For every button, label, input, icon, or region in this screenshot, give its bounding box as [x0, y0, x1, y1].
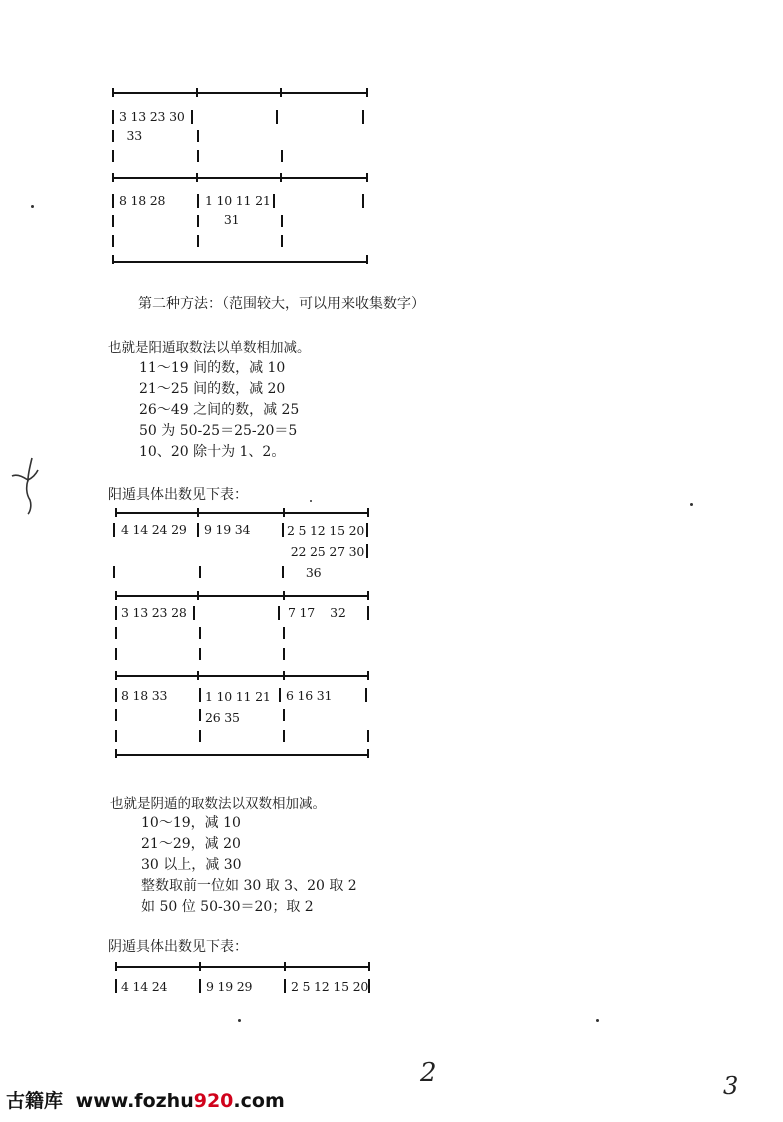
grid-cell: 7 17 32	[288, 605, 346, 620]
grid-bar	[284, 979, 286, 993]
url-prefix[interactable]: www.fozhu	[75, 1090, 194, 1112]
grid-cell: 8 18 33	[121, 688, 168, 703]
grid-cell: 3 13 23 30 33	[119, 109, 185, 143]
rule-line: 26～49 之间的数，减 25	[139, 402, 300, 418]
grid-bar	[199, 979, 201, 993]
url-suffix[interactable]: .com	[233, 1090, 285, 1112]
grid-cell: 9 19 34	[204, 522, 251, 537]
method-title: 第二种方法：（范围较大，可以用来收集数字）	[138, 296, 425, 312]
grid-bar	[368, 979, 370, 993]
rule-line: 50 为 50-25＝25-20＝5	[139, 423, 298, 439]
margin-squiggle-icon	[8, 456, 42, 516]
speck	[310, 500, 312, 502]
grid-cell: 1 10 11 21 31	[205, 193, 271, 227]
rule-line: 10、20 除十为 1、2。	[139, 444, 286, 460]
handwritten-page-number: 3	[723, 1072, 739, 1100]
grid-cell: 2 5 12 15 20 22 25 27 30 36	[287, 523, 365, 580]
grid-cell: 8 18 28	[119, 193, 166, 208]
rule-line: 21～25 间的数，减 20	[139, 381, 286, 397]
rule-line: 整数取前一位如 30 取 3、20 取 2	[141, 878, 357, 894]
grid-tick	[115, 962, 117, 971]
grid-tick	[199, 962, 201, 971]
grid-cell: 6 16 31	[286, 688, 333, 703]
yin-intro: 也就是阴遁的取数法以双数相加减。	[110, 796, 326, 812]
yang-heading: 阳遁具体出数见下表：	[108, 487, 248, 503]
grid-cell: 3 13 23 28	[121, 605, 187, 620]
grid-tick	[368, 962, 370, 971]
speck	[596, 1019, 599, 1022]
speck	[31, 205, 34, 208]
grid-bar	[115, 979, 117, 993]
site-footer[interactable]	[6, 1086, 285, 1113]
method-intro: 也就是阳遁取数法以单数相加减。	[108, 340, 311, 356]
rule-line: 10～19，减 10	[141, 815, 241, 831]
rule-line: 30 以上，减 30	[141, 857, 242, 873]
rule-line: 21～29，减 20	[141, 836, 241, 852]
rule-line: 如 50 位 50-30＝20；取 2	[141, 899, 314, 915]
speck	[238, 1019, 241, 1022]
handwritten-mark: 2	[420, 1058, 437, 1088]
site-name: 古籍库	[6, 1090, 64, 1112]
grid-tick	[284, 962, 286, 971]
url-number[interactable]: 920	[193, 1090, 234, 1112]
grid-cell: 1 10 11 21 26 35	[205, 689, 271, 725]
grid-line	[115, 966, 370, 968]
rule-line: 11～19 间的数，减 10	[139, 360, 286, 376]
grid-cell: 9 19 29	[206, 979, 253, 994]
grid-cell: 2 5 12 15 20	[291, 979, 369, 994]
speck	[690, 503, 693, 506]
grid-cell: 4 14 24	[121, 979, 168, 994]
grid-cell: 4 14 24 29	[121, 522, 187, 537]
yin-heading: 阴遁具体出数见下表：	[108, 939, 248, 955]
